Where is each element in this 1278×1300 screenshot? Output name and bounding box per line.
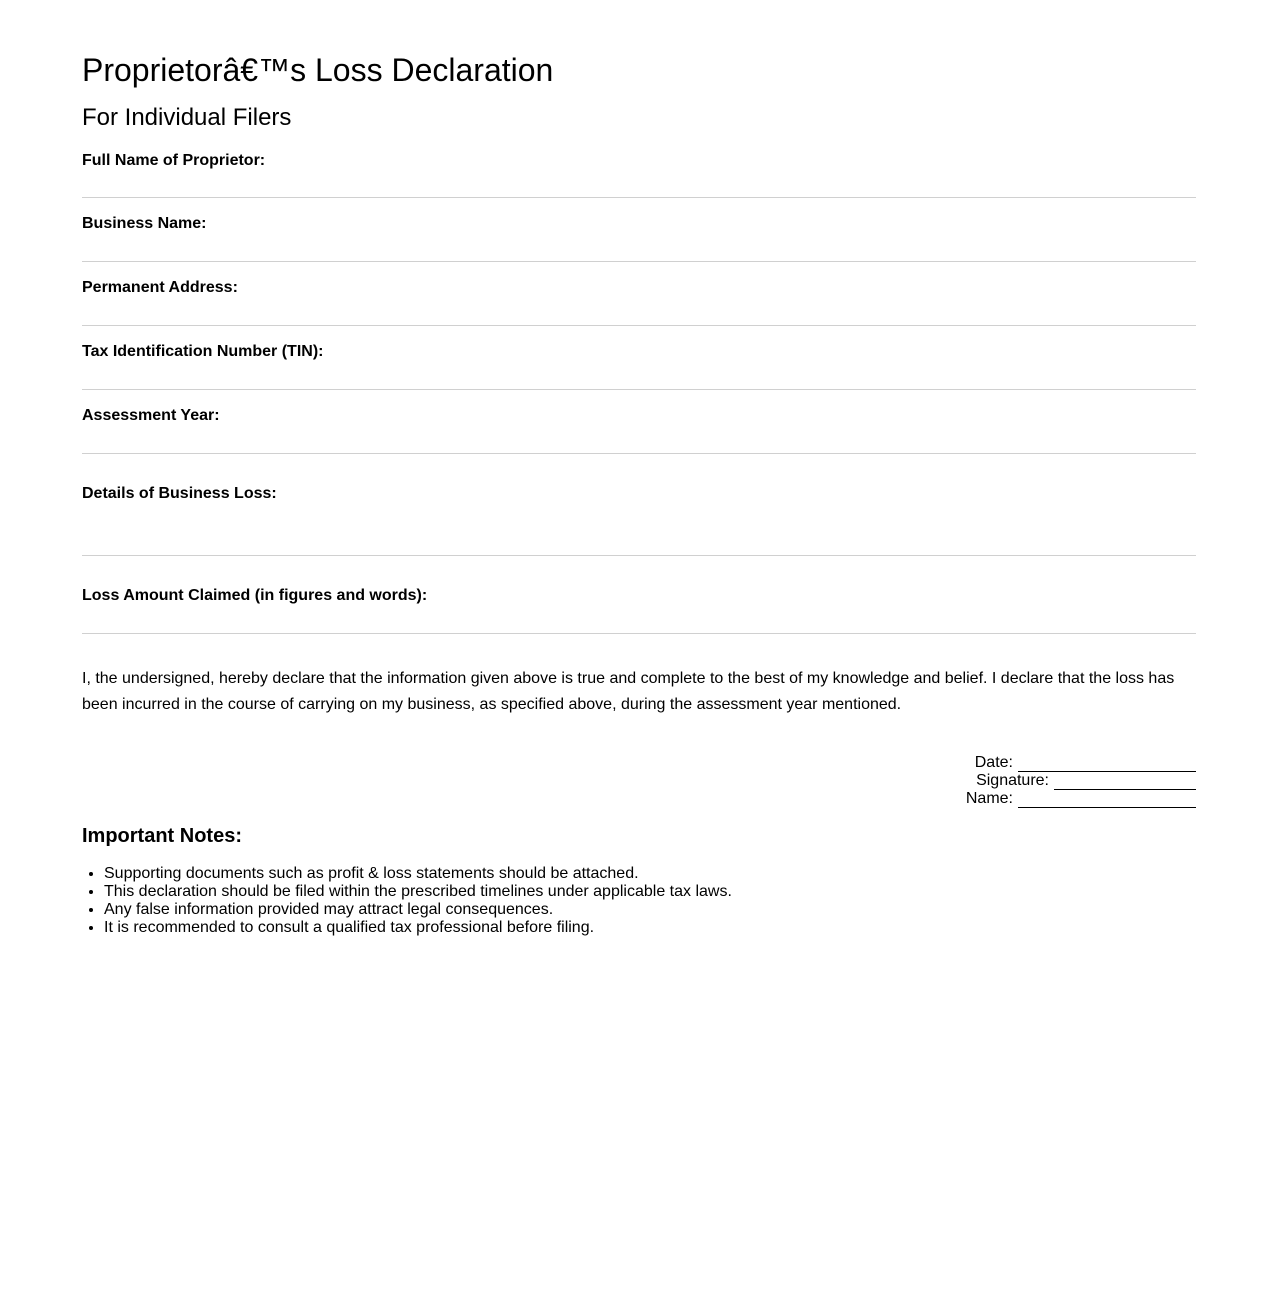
field-label-full-name: Full Name of Proprietor: <box>82 152 266 169</box>
page-subtitle: For Individual Filers <box>82 104 292 131</box>
field-label-tin: Tax Identification Number (TIN): <box>82 343 324 360</box>
list-item: • It is recommended to consult a qualified tax professional before filing. <box>104 919 1196 937</box>
name-label: Name: <box>965 790 1013 807</box>
field-label-business-name: Business Name: <box>82 215 207 232</box>
field-loss-amount[interactable] <box>82 586 1196 634</box>
notes-list <box>82 865 1196 937</box>
list-item: • Any false information provided may attract legal consequences. <box>104 901 1196 919</box>
signature-line[interactable] <box>1054 775 1196 790</box>
field-full-name[interactable] <box>82 151 1196 198</box>
date-line[interactable] <box>1018 757 1196 772</box>
date-row <box>975 754 1196 772</box>
date-label: Date: <box>974 754 1013 771</box>
field-tin[interactable] <box>82 342 1196 390</box>
signature-label: Signature: <box>976 772 1049 789</box>
field-business-name[interactable] <box>82 214 1196 262</box>
name-line[interactable] <box>1018 793 1196 808</box>
notes-title: Important Notes: <box>82 825 242 847</box>
field-label-assessment-year: Assessment Year: <box>82 407 220 424</box>
name-row <box>966 790 1196 808</box>
field-label-details-of-loss: Details of Business Loss: <box>82 485 277 502</box>
declaration-text: I, the undersigned, hereby declare that the information given above is true and complete to the best of my knowledge and belief. I declare that the loss has been incurred in the course of carrying on my business, as specified above, during the assessment year mentioned. <box>82 670 1175 713</box>
field-assessment-year[interactable] <box>82 406 1196 454</box>
signature-block <box>82 754 1196 808</box>
field-label-permanent-address: Permanent Address: <box>82 279 238 296</box>
page-title: Proprietorâ€™s Loss Declaration <box>82 52 554 88</box>
list-item: • This declaration should be filed within the prescribed timelines under applicable tax laws. <box>104 883 1196 901</box>
list-item: • Supporting documents such as profit & loss statements should be attached. <box>104 865 1196 883</box>
field-details-of-loss[interactable] <box>82 484 1196 556</box>
field-label-loss-amount: Loss Amount Claimed (in figures and words): <box>82 587 428 604</box>
signature-row <box>976 772 1196 790</box>
field-permanent-address[interactable] <box>82 278 1196 326</box>
